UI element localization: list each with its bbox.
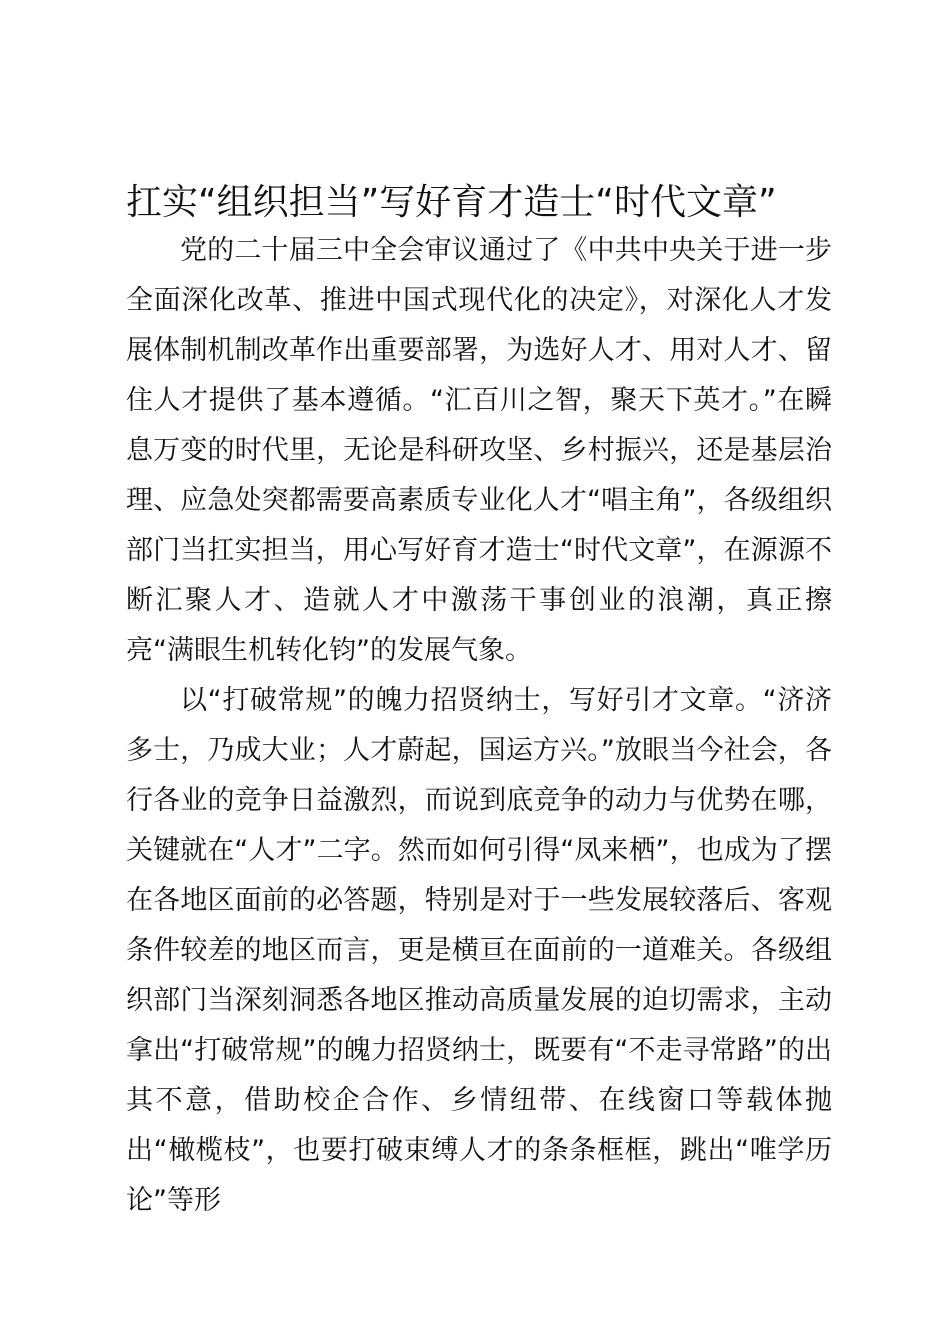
document-body (126, 226, 832, 1226)
paragraph-2: 以“打破常规”的魄力招贤纳士，写好引才文章。“济济多士，乃成大业；人才蔚起，国运方兴。”放眼当今社会，各行各业的竞争日益激烈，而说到底竞争的动力与优势在哪，关键就在“人才”二字。然而如何引得“凤来栖”，也成为了摆在各地区面前的必答题，特别是对于一些发展较落后、客观条件较差的地区而言，更是横亘在面前的一道难关。各级组织部门当深刻洞悉各地区推动高质量发展的迫切需求，主动拿出“打破常规”的魄力招贤纳士，既要有“不走寻常路”的出其不意，借助校企合作、乡情纽带、在线窗口等载体抛出“橄榄枝”，也要打破束缚人才的条条框框，跳出“唯学历论”等形 (126, 685, 832, 1216)
paragraph-1: 党的二十届三中全会审议通过了《中共中央关于进一步全面深化改革、推进中国式现代化的决定》，对深化人才发展体制机制改革作出重要部署，为选好人才、用对人才、留住人才提供了基本遵循。“汇百川之智，聚天下英才。”在瞬息万变的时代里，无论是科研攻坚、乡村振兴，还是基层治理、应急处突都需要高素质专业化人才“唱主角”，各级组织部门当扛实担当，用心写好育才造士“时代文章”，在源源不断汇聚人才、造就人才中激荡干事创业的浪潮，真正擦亮“满眼生机转化钧”的发展气象。 (126, 235, 832, 666)
document-title: 扛实“组织担当”写好育才造士“时代文章” (126, 182, 777, 223)
